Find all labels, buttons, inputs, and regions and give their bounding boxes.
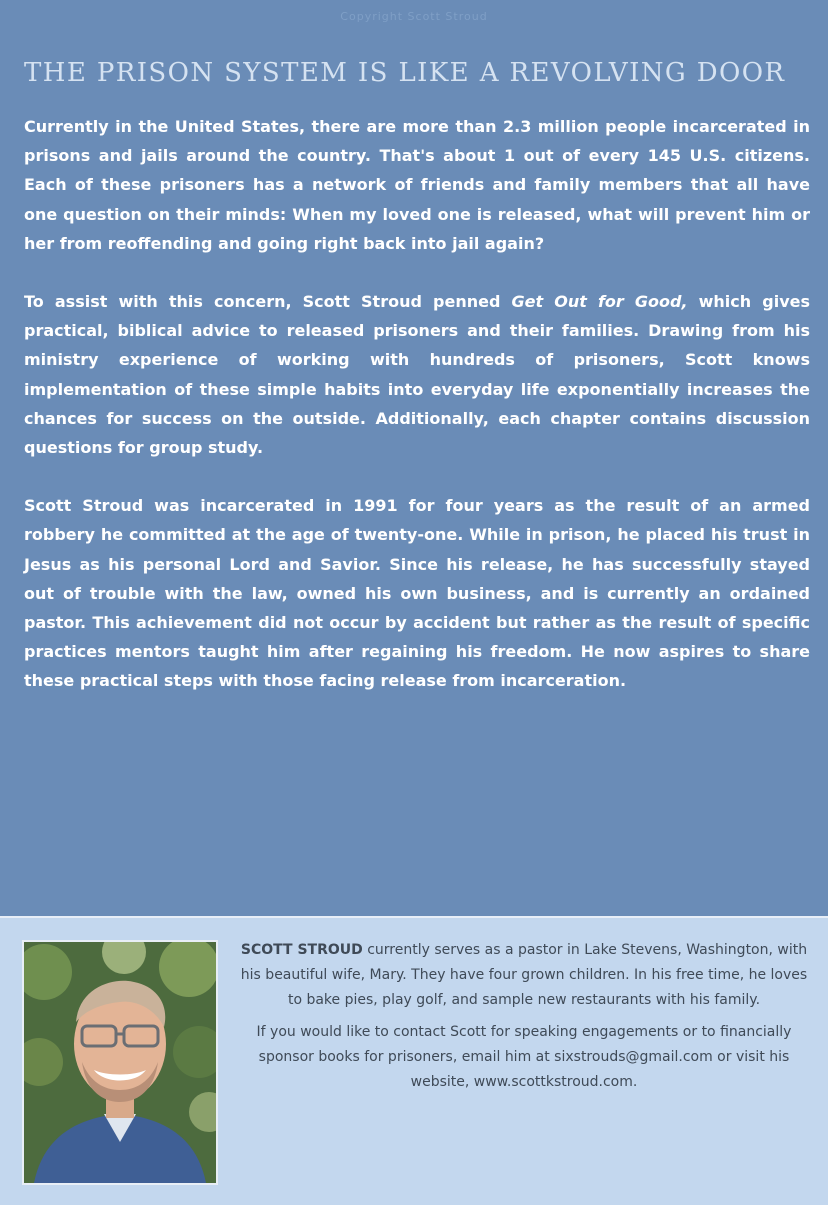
paragraph-3: Scott Stroud was incarcerated in 1991 for four years as the result of an armed robbery he committed at the age of twenty-one. While in prison, he placed his trust in Jesus as his personal Lord and Savior. Since his release, he has successfully stayed out of trouble with the law, owned his own business, and is currently an ordained pastor. This achievement did not occur by accident but rather as the result of specific practices mentors taught him after regaining his freedom. He now aspires to share these practical steps with those facing release from incarceration. xyxy=(24,496,810,691)
headline: THE PRISON SYSTEM IS LIKE A REVOLVING DOOR xyxy=(24,58,786,88)
paragraph-2 xyxy=(24,287,810,462)
bio-paragraph-1 xyxy=(238,938,810,1012)
description-body xyxy=(24,112,810,725)
faint-header-text: Copyright Scott Stroud xyxy=(340,10,488,23)
paragraph-2-start: To assist with this concern, Scott Stroud penned xyxy=(24,292,512,312)
author-photo xyxy=(22,940,218,1185)
paragraph-2-end: which gives practical, biblical advice to released prisoners and their families. Drawing from his ministry experience of working with hundreds of prisoners, Scott knows implementation of these simple habits into everyday life exponentially increases the chances for success on the outside. Additionally, each chapter contains discussion questions for group study. xyxy=(24,292,810,458)
paragraph-1: Currently in the United States, there are more than 2.3 million people incarcerated in prisons and jails around the country. That's about 1 out of every 145 U.S. citizens. Each of these prisoners has a network of friends and family members that all have one question on their minds: When my loved one is released, what will prevent him or her from reoffending and going right back into jail again? xyxy=(24,117,810,253)
bio-text-1: currently serves as a pastor in Lake Stevens, Washington, with his beautiful wife, Mary. They have four grown children. In his free time, he loves to bake pies, play golf, and sample new restaurants with his family. xyxy=(240,942,808,1008)
author-bio xyxy=(238,938,810,1103)
book-title: Get Out for Good, xyxy=(511,292,688,312)
author-name: SCOTT STROUD xyxy=(240,942,363,958)
bio-paragraph-2: If you would like to contact Scott for speaking engagements or to financially sponsor books for prisoners, email him at sixstrouds@gmail.com or visit his website, www.scottkstroud.com. xyxy=(256,1024,792,1090)
